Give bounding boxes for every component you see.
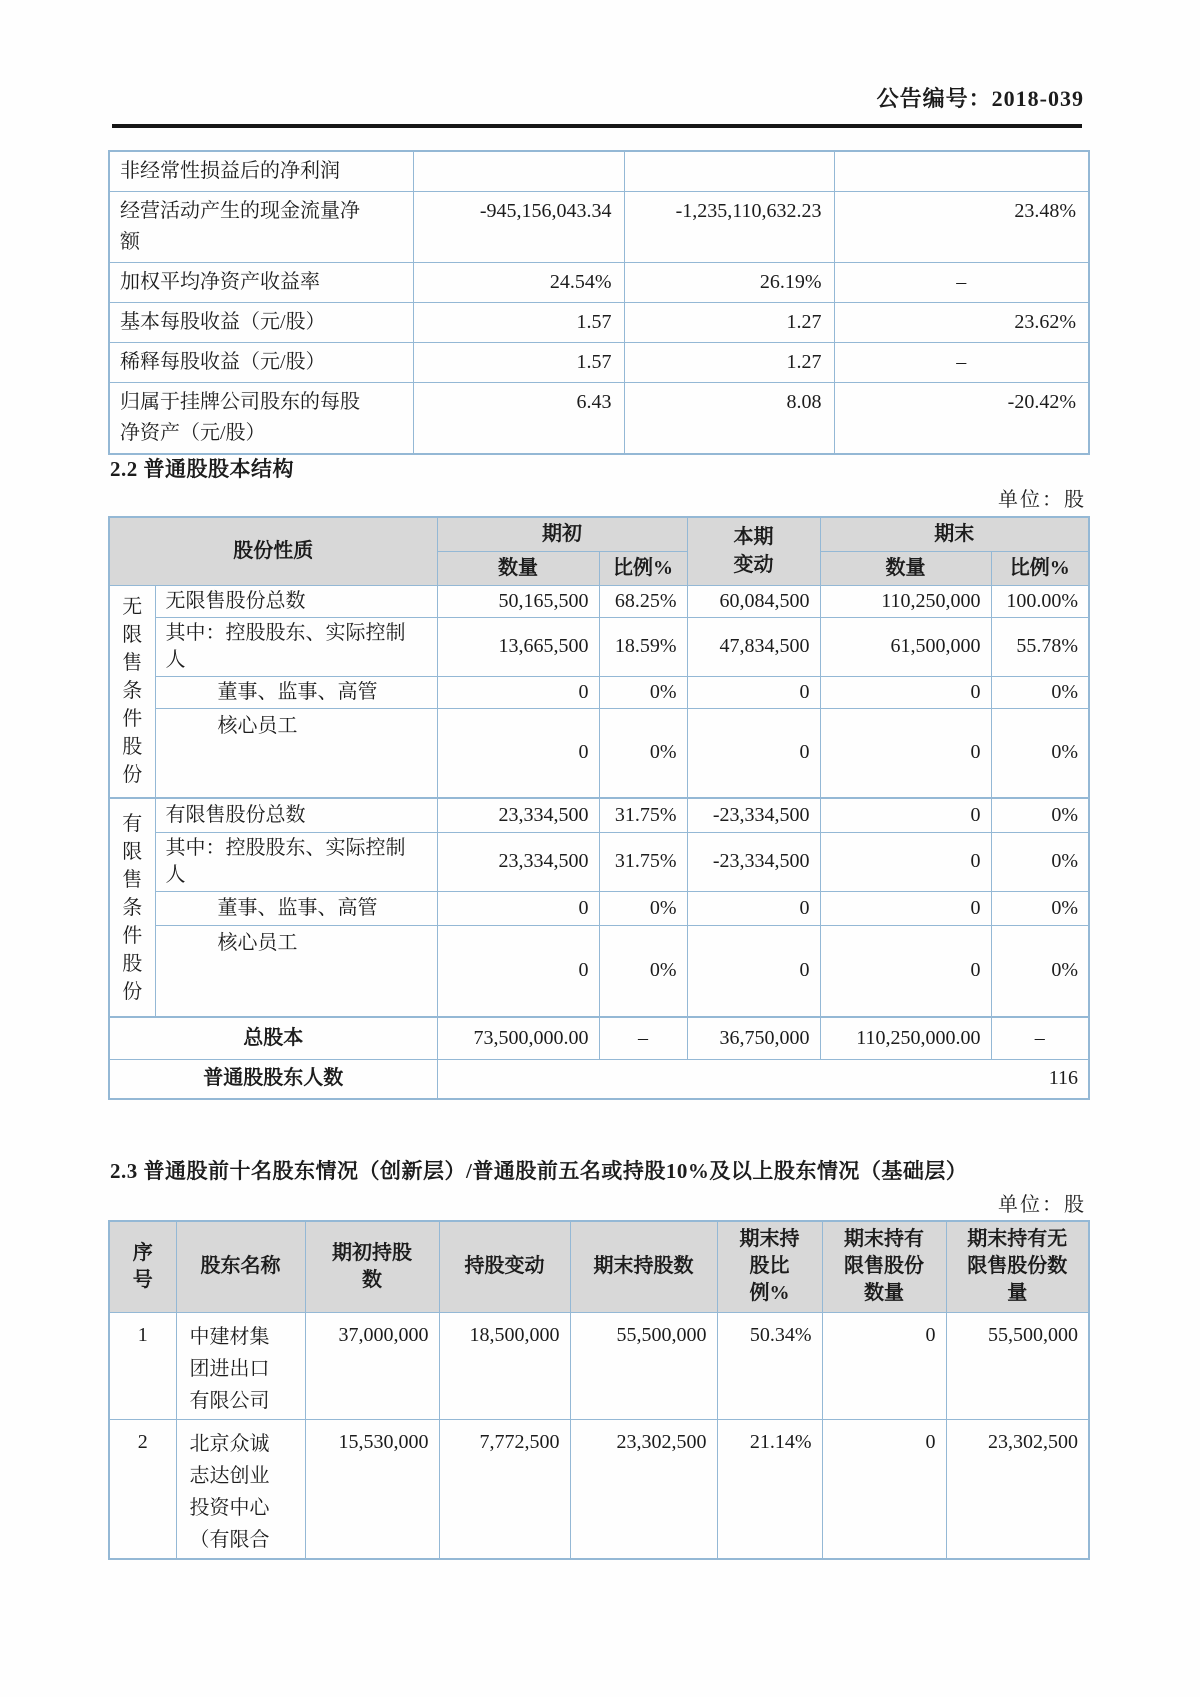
- header-cell: [109, 1221, 176, 1312]
- row-label: 有限售股份总数: [165, 803, 306, 826]
- value-cell: –: [599, 1017, 687, 1059]
- value-cell: 23,302,500: [946, 1419, 1089, 1559]
- holders-label-cell: 普通股股东人数: [109, 1059, 437, 1099]
- value-cell: 0%: [991, 798, 1089, 832]
- row-label-cell: [155, 891, 437, 925]
- header-label: 本期变动: [733, 526, 774, 577]
- value-cell: 0%: [991, 832, 1089, 891]
- header-label: 期初: [542, 522, 582, 545]
- value-cell: 47,834,500: [687, 617, 820, 676]
- header-cell: [437, 551, 599, 585]
- value-cell: 0: [820, 798, 991, 832]
- value-cell: [413, 151, 624, 192]
- table-row: [109, 585, 1089, 617]
- metric-label: 稀释每股收益（元/股）: [120, 351, 326, 373]
- header-cell: [439, 1221, 570, 1312]
- value-cell: 0%: [991, 925, 1089, 1017]
- value-cell: 23,334,500: [437, 832, 599, 891]
- table-header-row: [109, 1221, 1089, 1312]
- value-cell: 23.48%: [834, 192, 1089, 263]
- header-cell: [176, 1221, 305, 1312]
- shareholder-name-cell: [176, 1312, 305, 1419]
- table-row: [109, 708, 1089, 798]
- metric-label-cell: [109, 303, 413, 343]
- rank-cell: 2: [109, 1419, 176, 1559]
- table-row: [109, 676, 1089, 708]
- value-cell: 0%: [599, 891, 687, 925]
- value-cell: 110,250,000.00: [820, 1017, 991, 1059]
- value-cell: 31.75%: [599, 832, 687, 891]
- section-2-3-title: 2.3 普通股前十名股东情况（创新层）/普通股前五名或持股10%及以上股东情况（基础层）: [110, 1159, 968, 1183]
- metric-label: 非经常性损益后的净利润: [120, 160, 340, 182]
- value-cell: 1.57: [413, 343, 624, 383]
- metric-label: 归属于挂牌公司股东的每股净资产（元/股）: [120, 391, 360, 444]
- value-cell: 61,500,000: [820, 617, 991, 676]
- value-cell: 1.27: [624, 343, 834, 383]
- value-cell: 23,302,500: [570, 1419, 717, 1559]
- value-cell: [834, 151, 1089, 192]
- value-cell: –: [834, 343, 1089, 383]
- value-cell: 1.57: [413, 303, 624, 343]
- row-label-cell: [155, 676, 437, 708]
- row-label-cell: [155, 832, 437, 891]
- value-cell: 68.25%: [599, 585, 687, 617]
- group-label: 有限售条件股份: [122, 812, 143, 1003]
- shareholder-name: 北京众诚志达创业投资中心（有限合: [189, 1432, 270, 1551]
- value-cell: 23.62%: [834, 303, 1089, 343]
- header-label: 期末持有无限售股份数量: [967, 1228, 1068, 1305]
- unit-label: 单位：股: [998, 489, 1086, 511]
- table-row: [109, 1312, 1089, 1419]
- value-cell: 37,000,000: [305, 1312, 439, 1419]
- row-label: 董事、监事、高管: [217, 680, 378, 703]
- header-cell: [599, 551, 687, 585]
- value-cell: 0%: [991, 676, 1089, 708]
- value-cell: 23,334,500: [437, 798, 599, 832]
- section-2-2-title: 2.2 普通股股本结构: [110, 457, 294, 481]
- table-row: [109, 891, 1089, 925]
- announcement-number: 公告编号：2018-039: [876, 86, 1084, 111]
- value-cell: 6.43: [413, 383, 624, 455]
- table-row: [109, 798, 1089, 832]
- value-cell: 36,750,000: [687, 1017, 820, 1059]
- header-cell: [822, 1221, 946, 1312]
- shareholder-name-cell: [176, 1419, 305, 1559]
- header-label: 期末持股比例%: [739, 1228, 800, 1305]
- header-label: 期末持股数: [593, 1255, 694, 1278]
- shareholder-name: 中建材集团进出口有限公司: [189, 1325, 270, 1412]
- header-cell: [437, 517, 687, 551]
- row-label: 其中：控股股东、实际控制人: [165, 621, 406, 671]
- value-cell: 0%: [599, 708, 687, 798]
- header-label: 期末持有限售股份数量: [844, 1228, 924, 1305]
- metric-label-cell: [109, 263, 413, 303]
- header-cell: [946, 1221, 1089, 1312]
- table-row: [109, 832, 1089, 891]
- value-cell: 110,250,000: [820, 585, 991, 617]
- value-cell: 0: [820, 708, 991, 798]
- row-label-cell: [155, 585, 437, 617]
- row-label: 董事、监事、高管: [217, 896, 378, 919]
- value-cell: 0: [822, 1419, 946, 1559]
- table-row: [109, 303, 1089, 343]
- table-row: [109, 925, 1089, 1017]
- header-cell: [687, 517, 820, 585]
- value-cell: 0: [687, 676, 820, 708]
- financial-summary-table: [108, 150, 1090, 455]
- rank-cell: 1: [109, 1312, 176, 1419]
- header-cell: [109, 517, 437, 585]
- table-row: [109, 1059, 1089, 1099]
- header-cell: [820, 517, 1089, 551]
- value-cell: 0%: [991, 891, 1089, 925]
- unit-label: 单位：股: [998, 1194, 1086, 1216]
- value-cell: -20.42%: [834, 383, 1089, 455]
- table-row: [109, 1419, 1089, 1559]
- group-label: 无限售条件股份: [122, 596, 143, 787]
- header-label: 数量: [498, 556, 538, 579]
- header-label: 期初持股数: [332, 1241, 412, 1291]
- table-header-row: [109, 517, 1089, 551]
- value-cell: 50.34%: [717, 1312, 822, 1419]
- value-cell: [624, 151, 834, 192]
- value-cell: -1,235,110,632.23: [624, 192, 834, 263]
- header-label: 股份性质: [233, 539, 314, 562]
- value-cell: 55,500,000: [946, 1312, 1089, 1419]
- value-cell: 13,665,500: [437, 617, 599, 676]
- header-label: 股东名称: [200, 1255, 281, 1278]
- table-row: [109, 343, 1089, 383]
- value-cell: 0: [687, 925, 820, 1017]
- value-cell: 100.00%: [991, 585, 1089, 617]
- header-label: 期末: [934, 522, 975, 545]
- metric-label: 经营活动产生的现金流量净额: [120, 200, 360, 253]
- table-row: [109, 1017, 1089, 1059]
- header-divider: [112, 124, 1082, 128]
- row-label: 其中：控股股东、实际控制人: [165, 836, 406, 886]
- total-label-cell: 总股本: [109, 1017, 437, 1059]
- table-row: [109, 151, 1089, 192]
- table-row: [109, 192, 1089, 263]
- value-cell: 0: [820, 891, 991, 925]
- shareholders-table: [108, 1220, 1090, 1560]
- metric-label-cell: [109, 383, 413, 455]
- value-cell: -945,156,043.34: [413, 192, 624, 263]
- value-cell: 7,772,500: [439, 1419, 570, 1559]
- group-label-cell: [109, 585, 155, 798]
- header-label: 序号: [132, 1241, 153, 1291]
- value-cell: 0%: [599, 676, 687, 708]
- header-label: 比例%: [1009, 556, 1070, 579]
- table-row: [109, 617, 1089, 676]
- header-cell: [991, 551, 1089, 585]
- value-cell: 31.75%: [599, 798, 687, 832]
- value-cell: 18.59%: [599, 617, 687, 676]
- metric-label-cell: [109, 192, 413, 263]
- value-cell: 0: [820, 925, 991, 1017]
- value-cell: 0: [687, 708, 820, 798]
- header-label: 比例%: [613, 556, 673, 579]
- holders-count-cell: 116: [437, 1059, 1089, 1099]
- value-cell: 0: [437, 708, 599, 798]
- header-label: 持股变动: [464, 1255, 545, 1278]
- value-cell: 8.08: [624, 383, 834, 455]
- value-cell: –: [991, 1017, 1089, 1059]
- row-label: 核心员工: [217, 931, 298, 954]
- value-cell: 26.19%: [624, 263, 834, 303]
- value-cell: 0: [820, 832, 991, 891]
- value-cell: -23,334,500: [687, 832, 820, 891]
- header-label: 数量: [885, 556, 926, 579]
- metric-label: 基本每股收益（元/股）: [120, 311, 326, 333]
- header-cell: [717, 1221, 822, 1312]
- table-row: [109, 383, 1089, 455]
- metric-label-cell: [109, 151, 413, 192]
- value-cell: 0: [437, 925, 599, 1017]
- capital-structure-table: [108, 516, 1090, 1100]
- value-cell: 73,500,000.00: [437, 1017, 599, 1059]
- value-cell: 15,530,000: [305, 1419, 439, 1559]
- header-cell: [820, 551, 991, 585]
- value-cell: 0%: [599, 925, 687, 1017]
- row-label: 核心员工: [217, 714, 298, 737]
- value-cell: 0: [437, 891, 599, 925]
- value-cell: 50,165,500: [437, 585, 599, 617]
- value-cell: 1.27: [624, 303, 834, 343]
- value-cell: 55.78%: [991, 617, 1089, 676]
- metric-label: 加权平均净资产收益率: [120, 271, 320, 293]
- table-row: [109, 263, 1089, 303]
- row-label-cell: [155, 708, 437, 798]
- value-cell: 0: [687, 891, 820, 925]
- header-cell: [570, 1221, 717, 1312]
- value-cell: 55,500,000: [570, 1312, 717, 1419]
- value-cell: –: [834, 263, 1089, 303]
- row-label: 无限售股份总数: [165, 589, 306, 612]
- value-cell: 0: [437, 676, 599, 708]
- row-label-cell: [155, 798, 437, 832]
- value-cell: 21.14%: [717, 1419, 822, 1559]
- value-cell: 0: [822, 1312, 946, 1419]
- value-cell: -23,334,500: [687, 798, 820, 832]
- value-cell: 60,084,500: [687, 585, 820, 617]
- value-cell: 24.54%: [413, 263, 624, 303]
- group-label-cell: [109, 798, 155, 1017]
- value-cell: 0: [820, 676, 991, 708]
- metric-label-cell: [109, 343, 413, 383]
- value-cell: 0%: [991, 708, 1089, 798]
- row-label-cell: [155, 617, 437, 676]
- header-cell: [305, 1221, 439, 1312]
- row-label-cell: [155, 925, 437, 1017]
- value-cell: 18,500,000: [439, 1312, 570, 1419]
